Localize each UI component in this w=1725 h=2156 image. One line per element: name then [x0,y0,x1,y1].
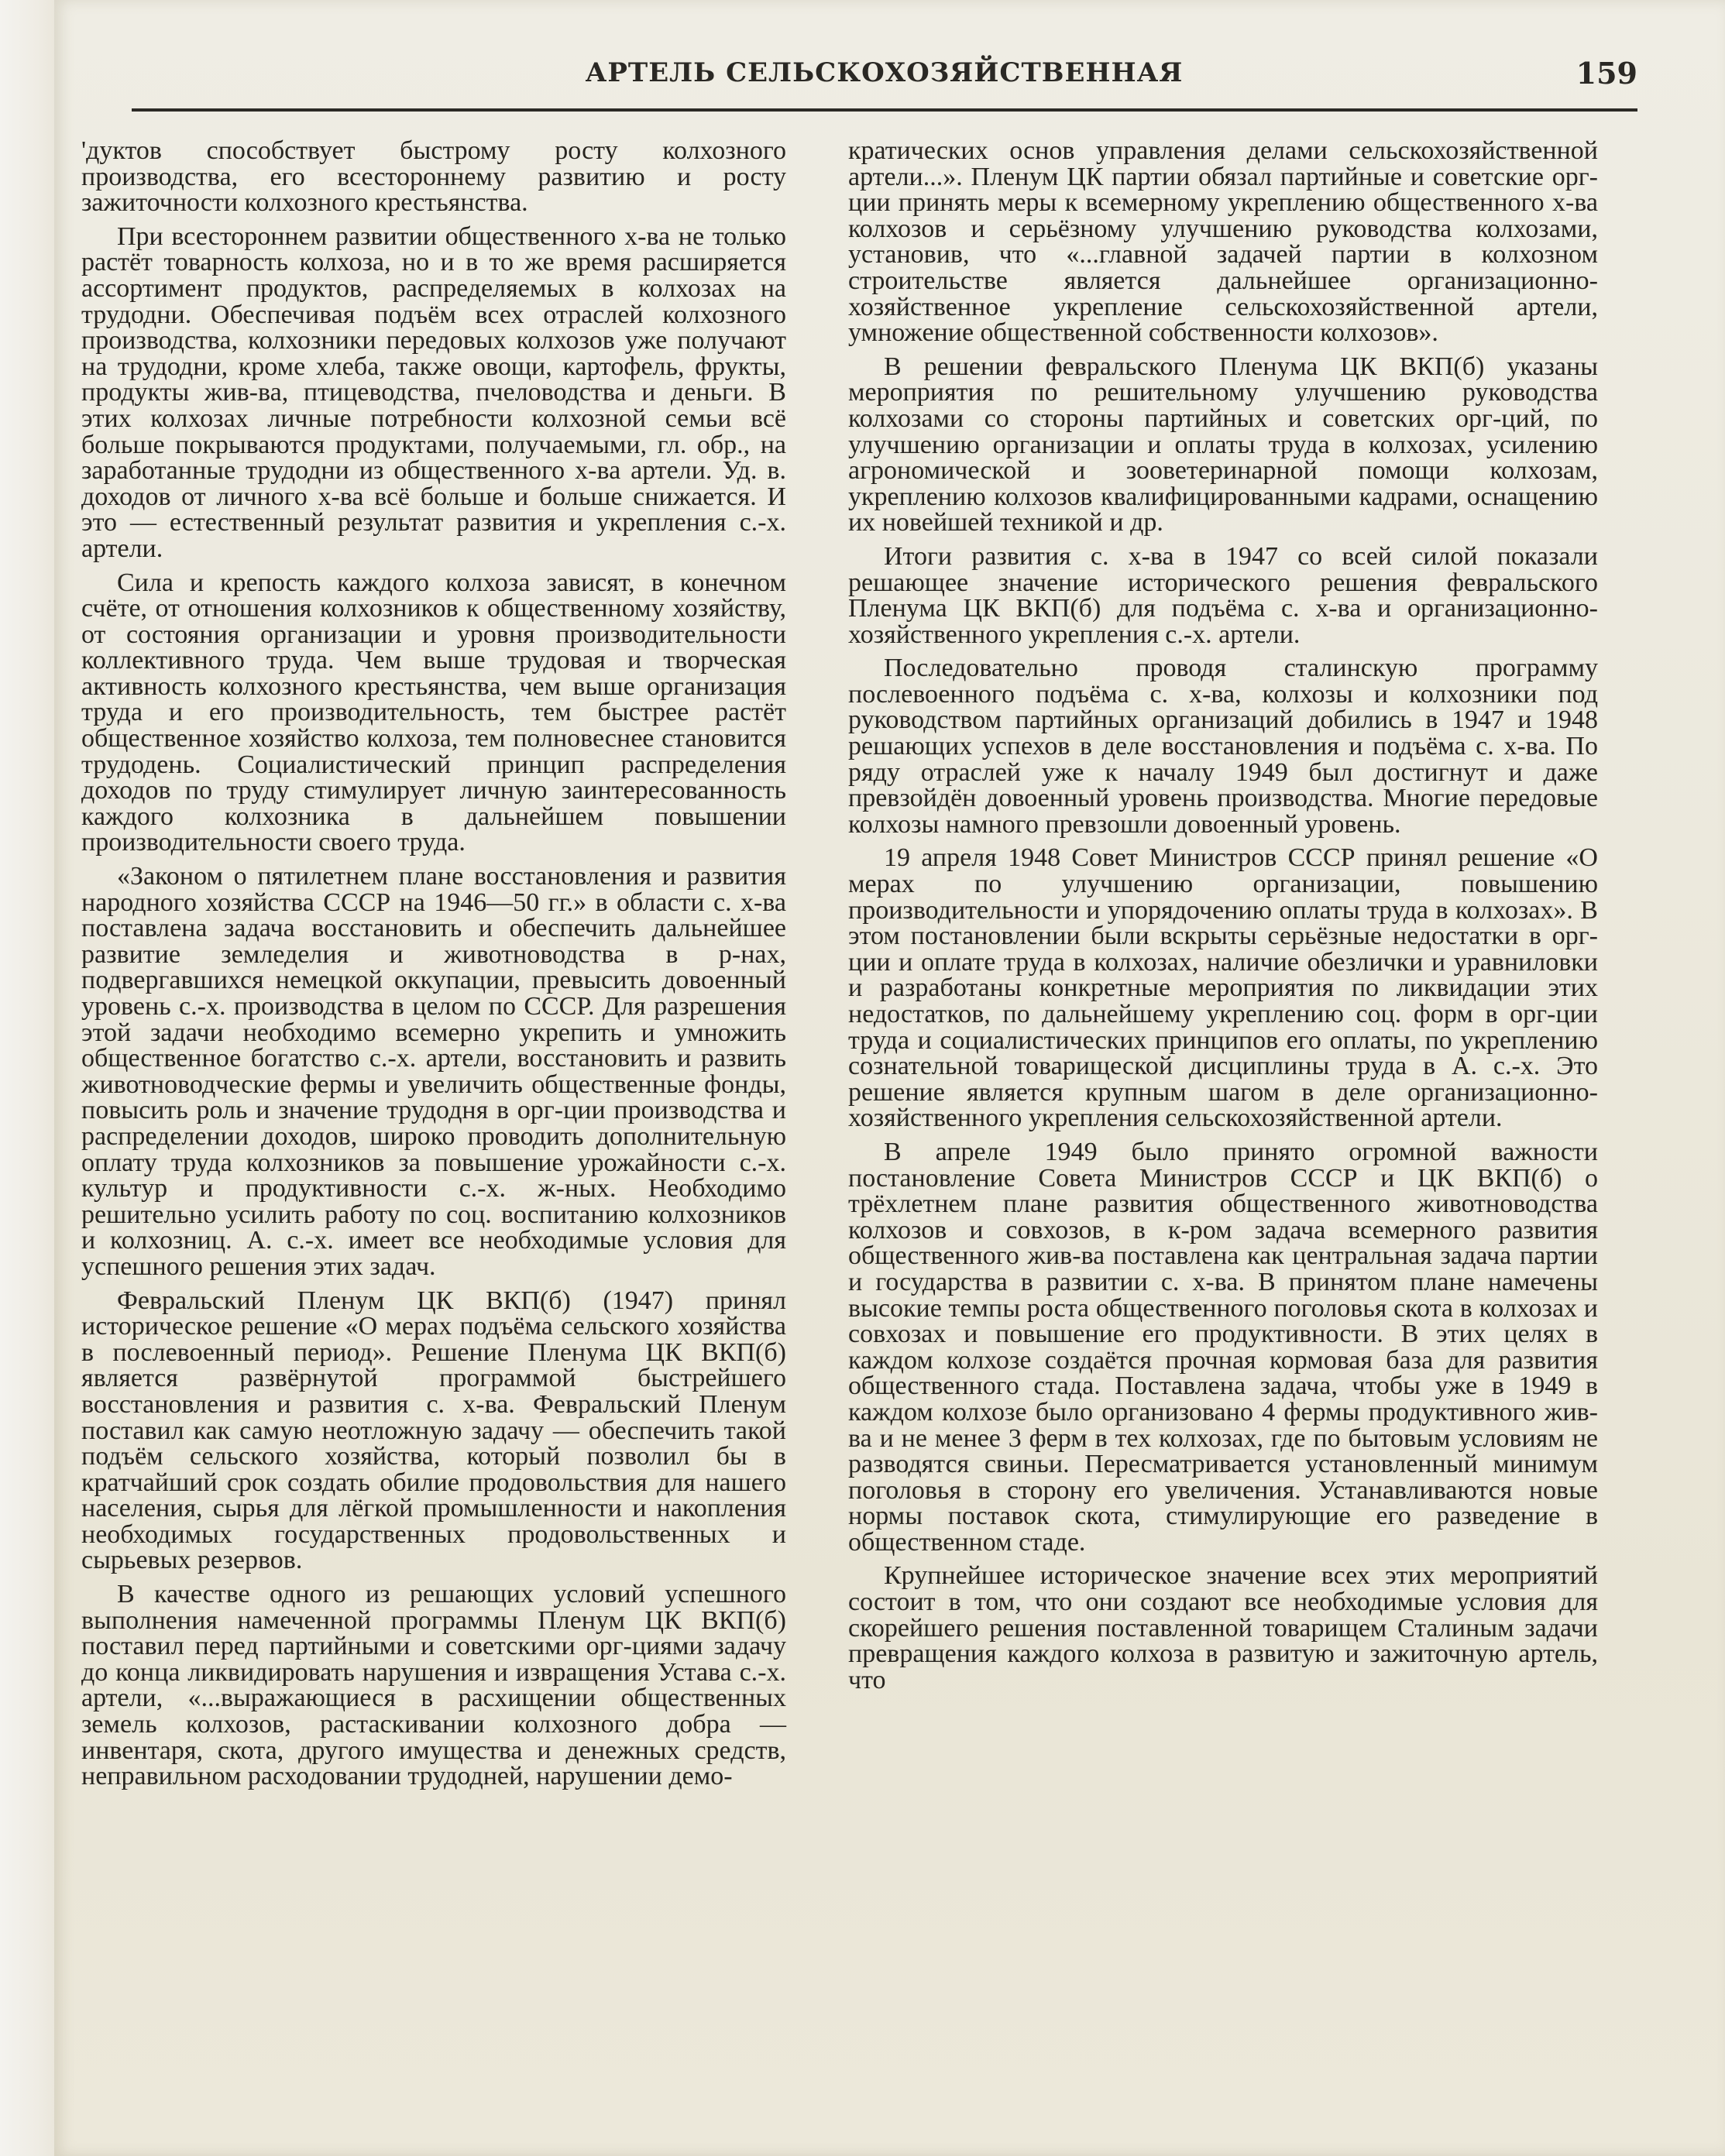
paragraph: кратических основ управления делами сельскохозяйственной артели...». Пленум ЦК партии обязал партийные и советские орг-ции принять меры к всемерному укреплению общественного х-ва колхозов и серьёзному улучшению руководства колхозами, установив, что «...главной задачей партии в колхозном строительстве является дальнейшее организационно-хозяйственное укрепление сельскохозяйственной артели, умножение общественной собственности колхозов». [848,136,1598,348]
scan-background [0,0,62,2156]
paragraph: Крупнейшее историческое значение всех этих мероприятий состоит в том, что они создают все необходимые условия для скорейшего решения поставленной товарищем Сталиным задачи превращения каждого колхоза в развитую и зажиточную артель, что [848,1561,1598,1694]
left-column [81,138,786,1790]
paragraph: Февральский Пленум ЦК ВКП(б) (1947) принял историческое решение «О мерах подъёма сельского хозяйства в послевоенный период». Решение Пленума ЦК ВКП(б) является развёрнутой программой быстрейшего восстановления и развития с. х-ва. Февральский Пленум поставил как самую неотложную задачу — обеспечить такой подъём сельского хозяйства, который позволил бы в кратчайший срок создать обилие продовольствия для нашего населения, сырья для лёгкой промышленности и накопления необходимых государственных продовольственных и сырьевых резервов. [81,1286,786,1575]
paragraph: Последовательно проводя сталинскую программу послевоенного подъёма с. х-ва, колхозы и колхозники под руководством партийных организаций добились в 1947 и 1948 решающих успехов в деле восстановления и подъёма с. х-ва. По ряду отраслей уже к началу 1949 был достигнут и даже превзойдён довоенный уровень производства. Многие передовые колхозы намного превзошли довоенный уровень. [848,654,1598,839]
paragraph: 'дуктов способствует быстрому росту колхозного производства, его всестороннему развитию и росту зажиточности колхозного крестьянства. [81,136,786,218]
paragraph: 19 апреля 1948 Совет Министров СССР принял решение «О мерах по улучшению организации, повышению производительности и упорядочению оплаты труда в колхозах». В этом постановлении были вскрыты серьёзные недостатки в орг-ции и оплате труда в колхозах, наличие обезлички и уравниловки и разработаны конкретные мероприятия по ликвидации этих недостатков, по дальнейшему укреплению соц. форм в орг-ции труда и социалистических принципов его оплаты, по укреплению сознательной товарищеской дисциплины труда в А. с.-х. Это решение является крупным шагом в деле организационно-хозяйственного укрепления сельскохозяйственной артели. [848,843,1598,1133]
paragraph: В апреле 1949 было принято огромной важности постановление Совета Министров СССР и ЦК ВКП(б) о трёхлетнем плане развития общественного животноводства колхозов и совхозов, в к-ром задача всемерного развития общественного жив-ва поставлена как центральная задача партии и государства в развитии с. х-ва. В принятом плане намечены высокие темпы роста общественного поголовья скота в колхозах и совхозах и повышение его продуктивности. В этих целях в каждом колхозе создаётся прочная кормовая база для развития общественного стада. Поставлена задача, чтобы уже в 1949 в каждом колхозе было организовано 4 фермы продуктивного жив-ва и не менее 3 ферм в тех колхозах, где по бытовым условиям не разводятся свиньи. Пересматривается установленный минимум поголовья в сторону его увеличения. Устанавливаются новые нормы поставок скота, стимулирующие его разведение в общественном стаде. [848,1137,1598,1557]
paragraph: При всестороннем развитии общественного х-ва не только растёт товарность колхоза, но и в то же время расширяется ассортимент продуктов, распределяемых в колхозах на трудодни. Обеспечивая подъём всех отраслей колхозного производства, колхозники передовых колхозов уже получают на трудодни, кроме хлеба, также овощи, картофель, фрукты, продукты жив-ва, птицеводства, пчеловодства и деньги. В этих колхозах личные потребности колхозной семьи всё больше покрываются продуктами, получаемыми, гл. обр., на заработанные трудодни из общественного х-ва артели. Уд. в. доходов от личного х-ва всё больше и больше снижается. И это — естественный результат развития и укрепления с.-х. артели. [81,221,786,563]
paragraph: «Законом о пятилетнем плане восстановления и развития народного хозяйства СССР на 1946—50 гг.» в области с. х-ва поставлена задача восстановить и обеспечить дальнейшее развитие земледелия и животноводства в р-нах, подвергавшихся немецкой оккупации, превысить довоенный уровень с.-х. производства в целом по СССР. Для разрешения этой задачи необходимо всемерно укрепить и умножить общественное богатство с.-х. артели, восстановить и развить животноводческие фермы и увеличить общественные фонды, повысить роль и значение трудодня в орг-ции производства и распределении доходов, широко проводить дополнительную оплату труда колхозников за повышение урожайности с.-х. культур и продуктивности с.-х. ж-ных. Необходимо решительно усилить работу по соц. воспитанию колхозников и колхозниц. А. с.-х. имеет все необходимые условия для успешного решения этих задач. [81,862,786,1281]
paragraph: Сила и крепость каждого колхоза зависят, в конечном счёте, от отношения колхозников к общественному хозяйству, от состояния организации и уровня производительности коллективного труда. Чем выше трудовая и творческая активность колхозного крестьянства, чем выше организация труда и его производительность, тем быстрее растёт общественное хозяйство колхоза, тем полновеснее становится трудодень. Социалистический принцип распределения доходов по труду стимулирует личную заинтересованность каждого колхозника в дальнейшем повышении производительности своего труда. [81,568,786,857]
page-number: 159 [1576,56,1637,91]
right-column [848,138,1598,1693]
paragraph: В качестве одного из решающих условий успешного выполнения намеченной программы Пленум ЦК ВКП(б) поставил перед партийными и советскими орг-циями задачу до конца ликвидировать нарушения и извращения Устава с.-х. артели, «...выражающиеся в расхищении общественных земель колхозов, растаскивании колхозного добра — инвентаря, скота, другого имущества и денежных средств, неправильном расходовании трудодней, нарушении демо- [81,1580,786,1791]
paragraph: В решении февральского Пленума ЦК ВКП(б) указаны мероприятия по решительному улучшению руководства колхозами со стороны партийных и советских орг-ций, по улучшению организации и оплаты труда в колхозах, усилению агрономической и зооветеринарной помощи колхозам, укреплению колхозов квалифицированными кадрами, оснащению их новейшей техникой и др. [848,352,1598,537]
running-header [132,50,1637,112]
running-title: АРТЕЛЬ СЕЛЬСКОХОЗЯЙСТВЕННАЯ [585,57,1184,88]
paragraph: Итоги развития с. х-ва в 1947 со всей силой показали решающее значение исторического решения февральского Пленума ЦК ВКП(б) для подъёма с. х-ва и организационно-хозяйственного укрепления с.-х. артели. [848,541,1598,649]
